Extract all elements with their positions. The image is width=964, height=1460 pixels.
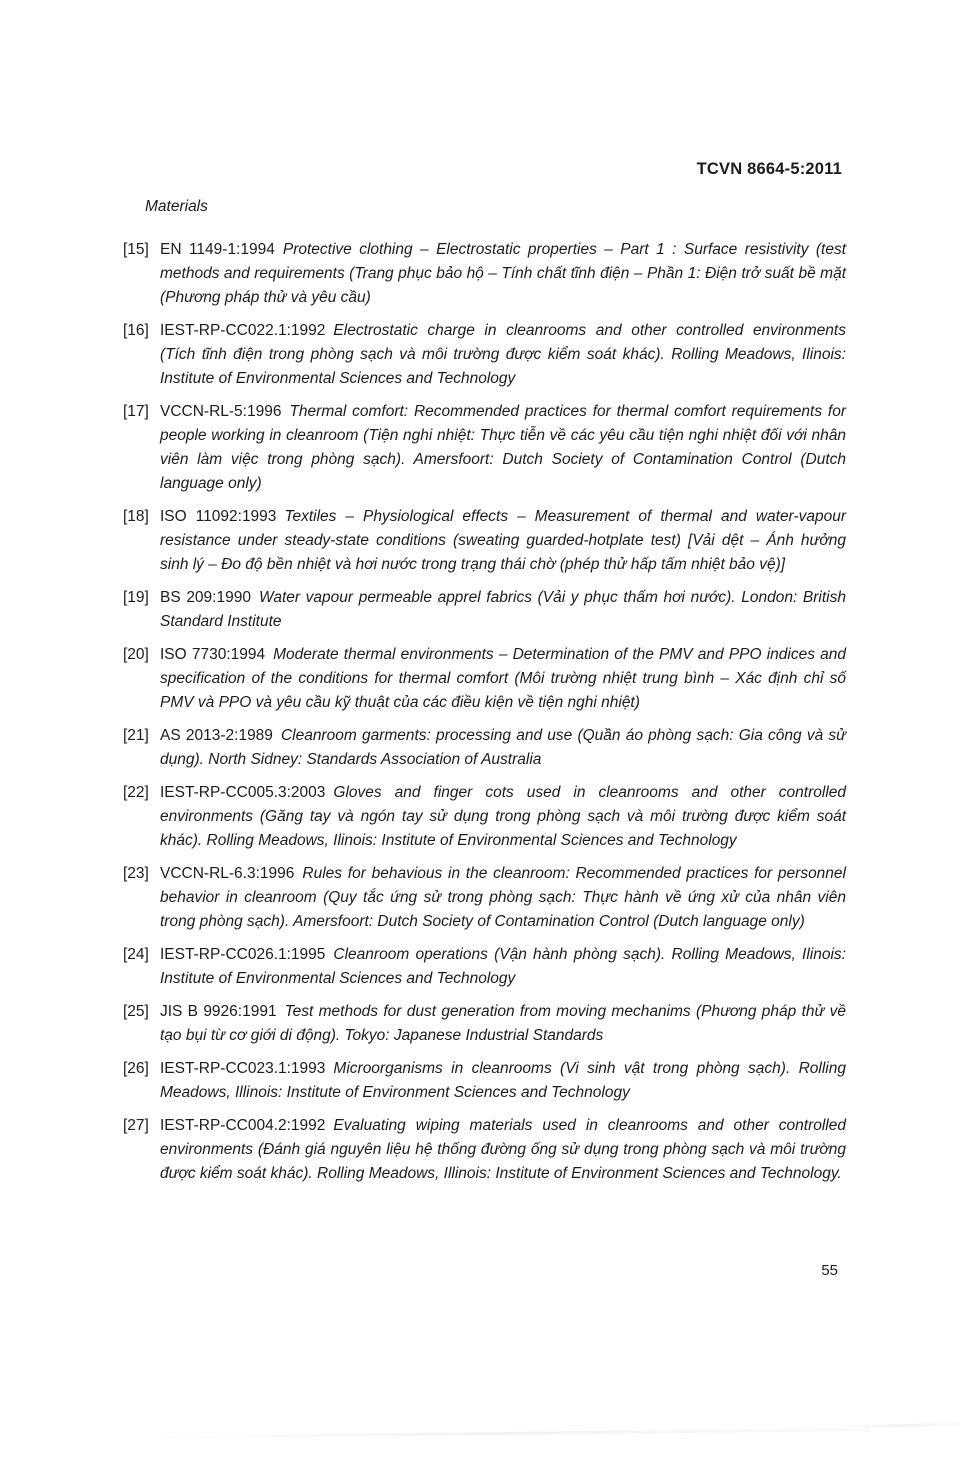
reference-code: JIS B 9926:1991	[160, 1003, 277, 1020]
reference-code: ISO 11092:1993	[160, 508, 277, 525]
reference-code: VCCN-RL-5:1996	[160, 403, 282, 420]
reference-label: [22]	[123, 784, 149, 801]
reference-item	[123, 943, 846, 991]
reference-item	[123, 1000, 846, 1048]
reference-item	[123, 724, 846, 772]
reference-body: Moderate thermal environments – Determination of the PMV and PPO indices and specification of the conditions for thermal comfort (Môi trường nhiệt trung bình – Xác định chỉ số PMV và PPO và yêu cầu kỹ thuật của các điều kiện về tiện nghi nhiệt)	[160, 646, 846, 711]
reference-label: [21]	[123, 727, 149, 744]
reference-body: Gloves and finger cots used in cleanrooms and other controlled environments (Găng tay và ngón tay sử dụng trong phòng sạch và môi trường được kiểm soát khác). Rolling Meadows, Ilinois: Institute of Environmental Sciences and Technology	[160, 784, 846, 849]
reference-body: Water vapour permeable apprel fabrics (Vải y phục thấm hơi nước). London: British Standard Institute	[160, 589, 846, 630]
reference-body: Textiles – Physiological effects – Measurement of thermal and water-vapour resistance under steady-state conditions (sweating guarded-hotplate test) [Vải dệt – Ánh hưởng sinh lý – Đo độ bền nhiệt và hơi nước trong trạng thái chờ (phép thử hấp tấm nhiệt bảo vệ)]	[160, 508, 846, 573]
reference-body: Microorganisms in cleanrooms (Vi sinh vật trong phòng sạch). Rolling Meadows, Illinois: Institute of Environment Sciences and Technology	[160, 1060, 846, 1101]
reference-body: Cleanroom operations (Vận hành phòng sạch). Rolling Meadows, Ilinois: Institute of Environmental Sciences and Technology	[160, 946, 846, 987]
reference-item	[123, 781, 846, 853]
reference-item	[123, 862, 846, 934]
page-number: 55	[821, 1262, 838, 1279]
references-list	[123, 238, 846, 1186]
reference-item	[123, 1057, 846, 1105]
scan-artifact-line	[840, 1423, 960, 1429]
reference-item	[123, 319, 846, 391]
reference-code: VCCN-RL-6.3:1996	[160, 865, 295, 882]
reference-body: Thermal comfort: Recommended practices for thermal comfort requirements for people working in cleanroom (Tiện nghi nhiệt: Thực tiễn về các yêu cầu tiện nghi nhiệt đối với nhân viên làm việc trong phòng sạch). Amersfoort: Dutch Society of Contamination Control (Dutch language only)	[160, 403, 846, 492]
page-content	[123, 198, 846, 1195]
reference-code: IEST-RP-CC022.1:1992	[160, 322, 326, 339]
reference-label: [20]	[123, 646, 149, 663]
reference-label: [26]	[123, 1060, 149, 1077]
reference-label: [18]	[123, 508, 149, 525]
reference-label: [23]	[123, 865, 149, 882]
reference-code: IEST-RP-CC023.1:1993	[160, 1060, 326, 1077]
reference-code: IEST-RP-CC005.3:2003	[160, 784, 326, 801]
reference-item	[123, 586, 846, 634]
reference-body: Protective clothing – Electrostatic properties – Part 1 : Surface resistivity (test methods and requirements (Trang phục bảo hộ – Tính chất tĩnh điện – Phần 1: Điện trở suất bề mặt (Phương pháp thử và yêu cầu)	[160, 241, 846, 306]
reference-body: Evaluating wiping materials used in cleanrooms and other controlled environments (Đánh giá nguyên liệu hệ thống đường ống sử dụng trong phòng sạch và môi trường được kiểm soát khác). Rolling Meadows, Illinois: Institute of Environment Sciences and Technology.	[160, 1117, 846, 1182]
reference-code: ISO 7730:1994	[160, 646, 266, 663]
section-label: Materials	[145, 198, 208, 215]
reference-code: BS 209:1990	[160, 589, 251, 606]
reference-label: [19]	[123, 589, 149, 606]
reference-code: IEST-RP-CC004.2:1992	[160, 1117, 326, 1134]
reference-body: Rules for behavious in the cleanroom: Recommended practices for personnel behavior in cleanroom (Quy tắc ứng sử trong phòng sạch: Thực hành về ứng xử của nhân viên trong phòng sạch). Amersfoort: Dutch Society of Contamination Control (Dutch language only)	[160, 865, 846, 930]
reference-body: Cleanroom garments: processing and use (Quần áo phòng sạch: Gia công và sử dụng). North Sidney: Standards Association of Australia	[160, 727, 846, 768]
reference-code: IEST-RP-CC026.1:1995	[160, 946, 326, 963]
reference-body: Test methods for dust generation from moving mechanims (Phương pháp thử về tạo bụi từ cơ giới di động). Tokyo: Japanese Industrial Standards	[160, 1003, 846, 1044]
reference-body: Electrostatic charge in cleanrooms and other controlled environments (Tích tĩnh điện trong phòng sạch và môi trường được kiểm soát khác). Rolling Meadows, Ilinois: Institute of Environmental Sciences and Technology	[160, 322, 846, 387]
reference-label: [24]	[123, 946, 149, 963]
reference-label: [15]	[123, 241, 149, 258]
reference-item	[123, 643, 846, 715]
reference-label: [25]	[123, 1003, 149, 1020]
scan-artifact-line	[120, 1428, 870, 1439]
reference-item	[123, 238, 846, 310]
reference-label: [16]	[123, 322, 149, 339]
reference-item	[123, 1114, 846, 1186]
reference-item	[123, 400, 846, 496]
document-header: TCVN 8664-5:2011	[696, 160, 842, 178]
reference-code: EN 1149-1:1994	[160, 241, 275, 258]
reference-code: AS 2013-2:1989	[160, 727, 273, 744]
reference-label: [27]	[123, 1117, 149, 1134]
reference-label: [17]	[123, 403, 149, 420]
reference-item	[123, 505, 846, 577]
